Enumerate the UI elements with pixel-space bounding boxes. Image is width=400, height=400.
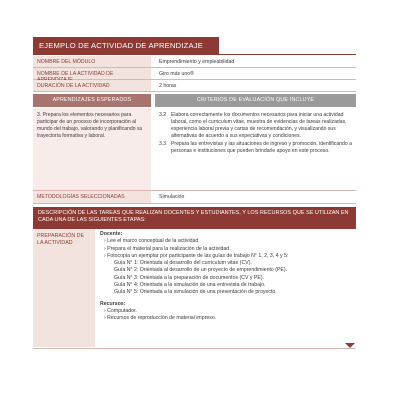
- banner-title: EJEMPLO DE ACTIVIDAD DE APRENDIZAJE: [39, 41, 203, 50]
- docente-item: › Fotocopia un ejemplar por participante de las guías de trabajo N° 1, 2, 3, 4 y 5:: [104, 252, 289, 259]
- criterio-item: [159, 112, 352, 140]
- info-row-module: [33, 56, 356, 68]
- guia-item: Guía N° 3: Orientada a la preparación de documentos (CV y PE).: [114, 274, 264, 281]
- bottom-divider: [33, 348, 356, 349]
- guia-item: Guía N° 4: Orientada a la simulación de una entrevista de trabajo.: [114, 282, 266, 289]
- docente-item: › Lee el marco conceptual de la actividad.: [104, 238, 200, 245]
- header-aprendizajes: APRENDIZAJES ESPERADOS: [33, 94, 151, 107]
- docente-item: › Prepara el material para la realización de la actividad.: [104, 245, 231, 252]
- info-value: 2 horas: [159, 83, 177, 89]
- docente-heading: Docente:: [100, 231, 123, 237]
- criterio-number: 3.2: [159, 112, 167, 118]
- info-row-activity: [33, 68, 356, 80]
- banner-rule: [33, 54, 356, 55]
- aprendizaje-text: 3. Prepara los elementos necesarios para participar de un proceso de incorporación al mundo del trabajo, valorando y planificando su trayectoria formativa y laboral.: [37, 112, 143, 139]
- recursos-item: › Recursos de reproducción de material impreso.: [104, 315, 217, 322]
- metodologias-label: METODOLOGÍAS SELECCIONADAS: [33, 191, 151, 203]
- guia-item: Guía N° 2: Orientada al desarrollo de un proyecto de emprendimiento (PE).: [114, 267, 288, 274]
- info-label: NOMBRE DE LA ACTIVIDAD DE: [33, 68, 151, 79]
- info-row-duration: [33, 80, 356, 92]
- criterio-text: Elabora correctamente los documentos necesarios para iniciar una actividad laboral, como el curriculum vitae, muestra de evidencias de tareas realizadas, experiencia laboral previa y cartas de recomendación, y visualizando sus alternativas de acuerdo a sus expectativas y condiciones.: [171, 112, 347, 139]
- metodologias-value: Simulación: [159, 194, 185, 200]
- aprendizaje-cell: [33, 108, 151, 200]
- preparacion-label: PREPARACIÓN DE LA ACTIVIDAD: [33, 229, 95, 347]
- criterio-number: 3.3: [159, 140, 167, 147]
- info-value: Giro más uno®: [159, 71, 194, 77]
- info-value: Emprendimiento y empleabilidad: [159, 59, 235, 65]
- guia-item: Guía N° 5: Orientada a la simulación de una presentación de proyecto.: [114, 289, 277, 296]
- recursos-item: › Computador.: [104, 307, 137, 314]
- recursos-heading: Recursos:: [100, 300, 126, 307]
- criterio-text: Prepara las entrevistas y las situaciones de ingreso y promoción, identificando a personas e instituciones que pueden brindarle apoyo en este proceso.: [171, 140, 352, 154]
- metodologias-row: [33, 190, 356, 204]
- criterio-item: [159, 141, 352, 155]
- preparacion-content: [100, 231, 356, 323]
- descripcion-header: DESCRIPCIÓN DE LAS TAREAS QUE REALIZAN DOCENTES Y ESTUDIANTES, Y LOS RECURSOS QUE SE UTILIZAN EN CADA UNA DE LAS SIGUIENTES ETAPAS:: [33, 207, 356, 229]
- guia-item: Guía N° 1: Orientada al desarrollo del curriculum vitae (CV).: [114, 260, 252, 267]
- info-label: DURACIÓN DE LA ACTIVIDAD: [33, 80, 151, 91]
- info-label: NOMBRE DEL MÓDULO: [33, 56, 151, 67]
- criterios-cell: [155, 108, 356, 200]
- activity-banner: [33, 37, 219, 54]
- header-criterios: CRITERIOS DE EVALUACIÓN QUE INCLUYE: [155, 94, 356, 107]
